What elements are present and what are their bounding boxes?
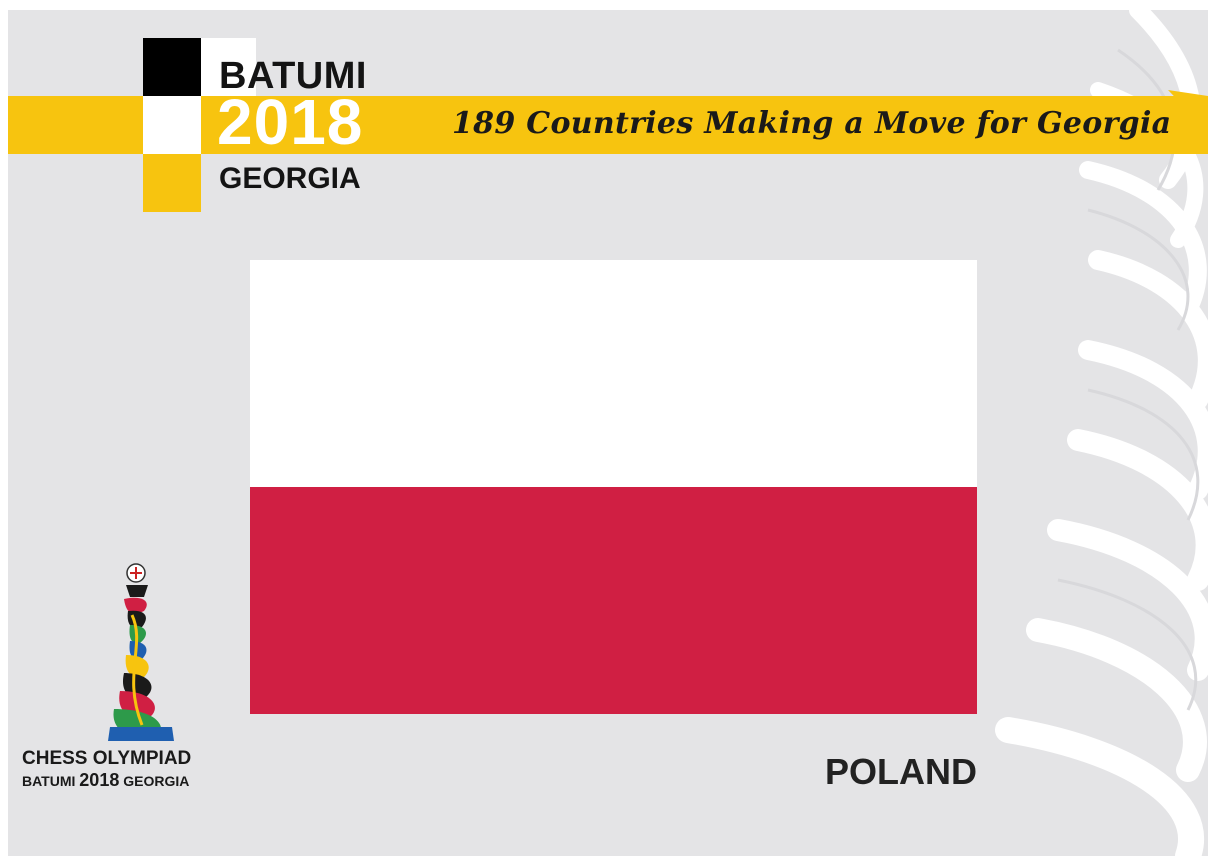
logo-square-white [143,96,201,154]
logo-year-text: 2018 [217,86,364,158]
flag-white-stripe [250,260,977,487]
country-name: POLAND [825,751,977,792]
olympiad-subtitle-year: 2018 [79,770,120,790]
olympiad-subtitle [22,770,189,791]
logo-square-black [143,38,201,96]
poland-flag [250,260,977,714]
slogan-text: 189 Countries Making a Move for Georgia [452,106,1172,141]
flag-red-stripe [250,487,977,714]
olympiad-subtitle-country: GEORGIA [123,773,190,789]
logo-country-text: GEORGIA [219,162,361,195]
olympiad-title: CHESS OLYMPIAD [22,748,192,769]
chess-king-emblem-icon [102,555,182,745]
logo-city-text: BATUMI [219,55,367,97]
logo-square-yellow [143,154,201,212]
olympiad-subtitle-city: BATUMI [22,773,76,789]
olympiad-card [8,10,1208,856]
